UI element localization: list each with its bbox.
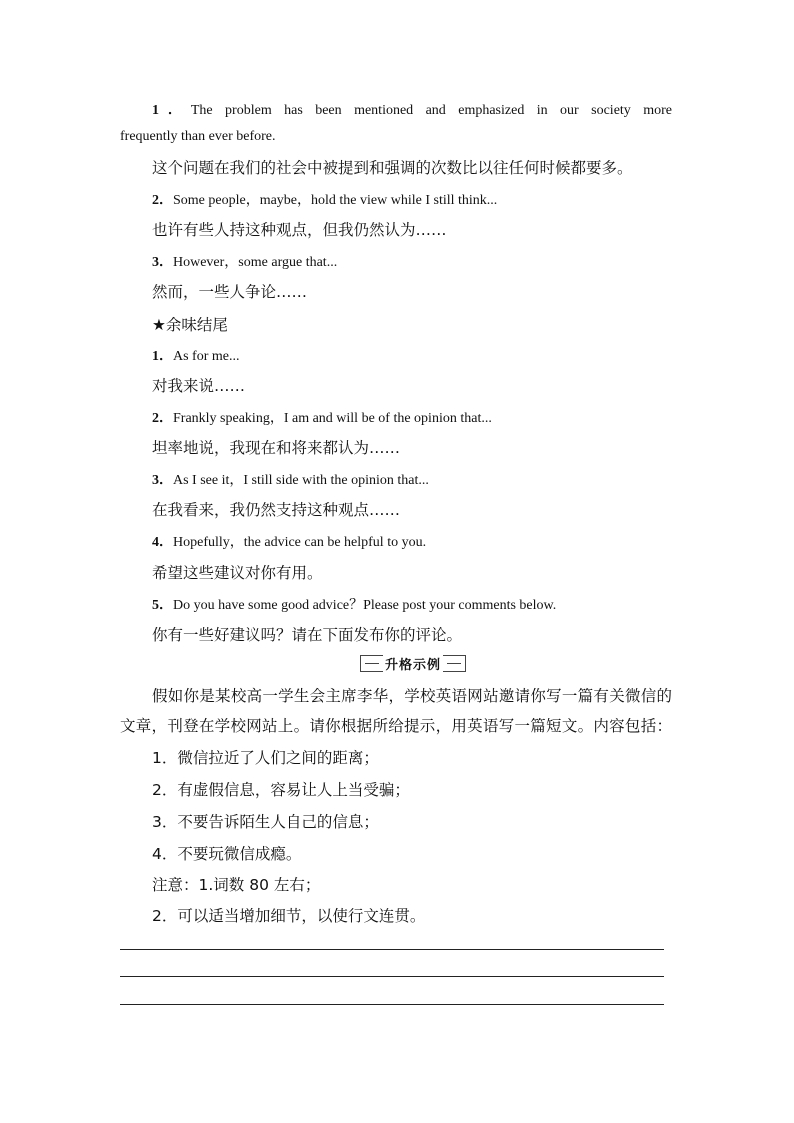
prompt-note-2: 2．可以适当增加细节，以使行文连贯。 [152, 907, 426, 925]
ending-item-1-chinese: 对我来说…… [152, 377, 246, 395]
ending-item-5-number: 5． [152, 598, 173, 613]
phrase-3-english [152, 251, 337, 271]
phrase-2-number: 2． [152, 193, 173, 208]
ending-item-1-text: As for me... [173, 349, 240, 364]
ending-item-2-text: Frankly speaking，I am and will be of the opinion that... [173, 411, 492, 426]
ending-item-2-number: 2． [152, 411, 173, 426]
ending-item-3-english [152, 469, 429, 489]
phrase-1-number: 1． [152, 103, 191, 118]
phrase-3-number: 3． [152, 255, 173, 270]
prompt-point-4: 4．不要玩微信成瘾。 [152, 845, 302, 863]
ending-item-1-number: 1． [152, 349, 173, 364]
prompt-line-2: 文章，刊登在学校网站上。请你根据所给提示，用英语写一篇短文。内容包括： [120, 717, 672, 735]
ending-item-5-text: Do you have some good advice？Please post your comments below. [173, 598, 557, 613]
ending-item-1-english [152, 345, 240, 365]
ending-item-3-number: 3． [152, 473, 173, 488]
ending-item-5-english [152, 594, 556, 614]
phrase-2-english [152, 189, 497, 209]
phrase-1-chinese: 这个问题在我们的社会中被提到和强调的次数比以往任何时候都要多。 [152, 159, 633, 177]
prompt-point-3: 3．不要告诉陌生人自己的信息； [152, 813, 379, 831]
phrase-2-english-text: Some people，maybe，hold the view while I still think... [173, 193, 498, 208]
phrase-1-english-line-2: frequently than ever before. [120, 129, 276, 144]
ending-heading: ★余味结尾 [152, 316, 228, 334]
section-banner-label: 升格示例 [383, 654, 443, 673]
prompt-line-1: 假如你是某校高一学生会主席李华，学校英语网站邀请你写一篇有关微信的 [152, 687, 672, 705]
phrase-3-english-text: However，some argue that... [173, 255, 338, 270]
phrase-2-chinese: 也许有些人持这种观点，但我仍然认为…… [152, 221, 447, 239]
ending-item-2-english [152, 407, 492, 427]
answer-line-2 [120, 976, 664, 977]
ending-item-4-text: Hopefully，the advice can be helpful to you. [173, 535, 427, 550]
ending-item-5-chinese: 你有一些好建议吗？请在下面发布你的评论。 [152, 626, 463, 644]
prompt-point-1: 1．微信拉近了人们之间的距离； [152, 749, 379, 767]
prompt-note-1: 注意：1.词数 80 左右； [152, 876, 321, 894]
ending-item-2-chinese: 坦率地说，我现在和将来都认为…… [152, 439, 401, 457]
ending-item-4-number: 4． [152, 535, 173, 550]
answer-line-1 [120, 949, 664, 950]
phrase-3-chinese: 然而，一些人争论…… [152, 283, 308, 301]
ending-item-3-chinese: 在我看来，我仍然支持这种观点…… [152, 501, 401, 519]
phrase-1-english-line-1 [120, 99, 672, 119]
answer-line-3 [120, 1004, 664, 1005]
phrase-1-english-a: The problem has been mentioned and emphasized in our society more [190, 103, 672, 118]
ending-item-4-english [152, 531, 426, 551]
prompt-point-2: 2．有虚假信息，容易让人上当受骗； [152, 781, 410, 799]
ending-item-3-text: As I see it，I still side with the opinion that... [173, 473, 429, 488]
ending-item-4-chinese: 希望这些建议对你有用。 [152, 564, 323, 582]
section-banner [360, 655, 466, 672]
